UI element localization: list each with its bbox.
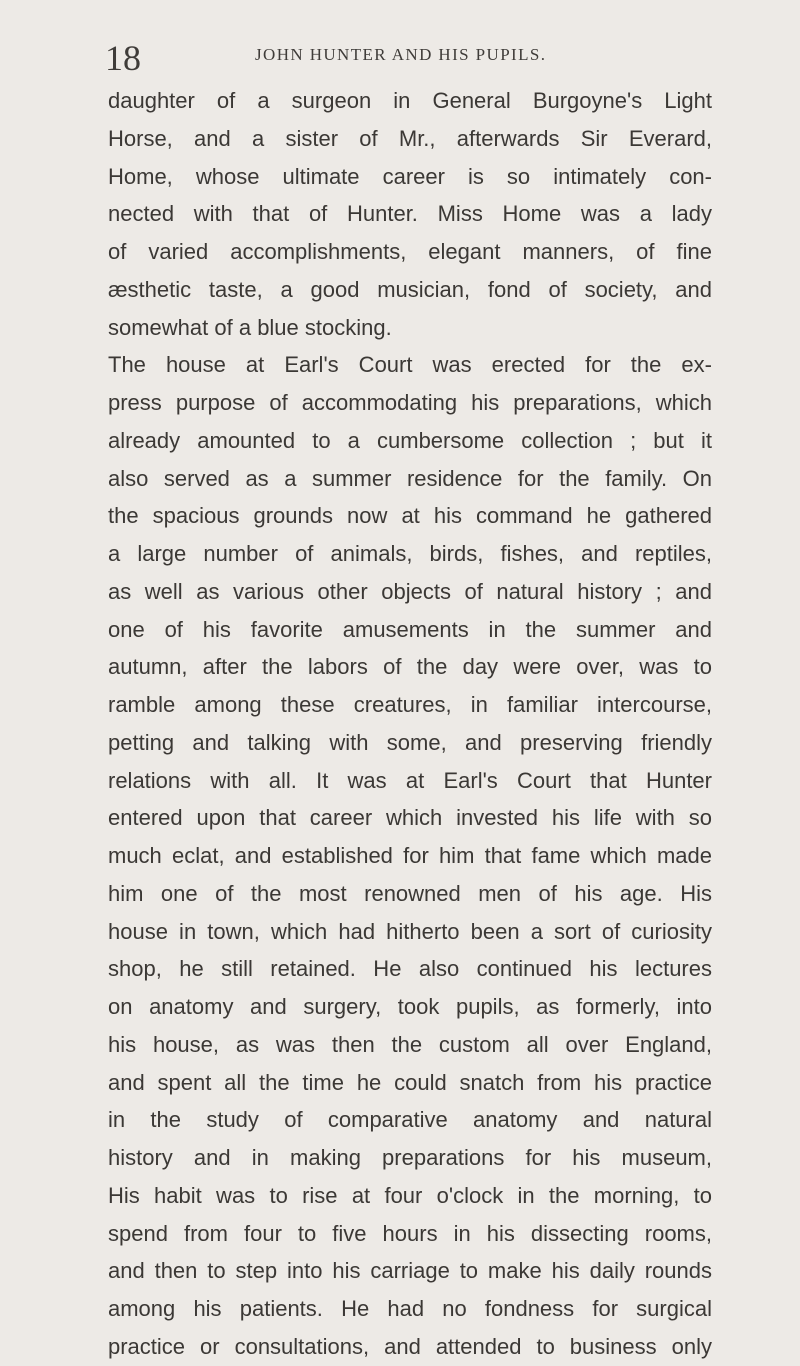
text-line: shop, he still retained. He also continued his lectures xyxy=(108,956,712,982)
running-head: JOHN HUNTER AND HIS PUPILS. xyxy=(255,45,547,64)
text-line: the spacious grounds now at his command he gathered xyxy=(108,503,712,529)
text-line: nected with that of Hunter. Miss Home was a lady xyxy=(108,201,712,227)
text-line: house in town, which had hitherto been a sort of curiosity xyxy=(108,918,712,944)
text-line: relations with all. It was at Earl's Court that Hunter xyxy=(108,767,712,793)
text-line: already amounted to a cumbersome collection ; but it xyxy=(108,427,712,453)
text-line: as well as various other objects of natural history ; and xyxy=(108,578,712,604)
text-line: a large number of animals, birds, fishes, and reptiles, xyxy=(108,541,712,566)
text-line: and spent all the time he could snatch from his practice xyxy=(108,1069,712,1095)
text-line: history and in making preparations for his museum, xyxy=(108,1145,712,1170)
text-line: somewhat of a blue stocking. xyxy=(108,314,392,340)
text-line: petting and talking with some, and preserving friendly xyxy=(108,729,712,755)
text-line: among his patients. He had no fondness for surgical xyxy=(108,1296,712,1321)
text-line: æsthetic taste, a good musician, fond of society, and xyxy=(108,276,712,302)
text-line: autumn, after the labors of the day were over, was to xyxy=(108,654,712,680)
text-line: entered upon that career which invested his life with so xyxy=(108,805,712,831)
text-line: also served as a summer residence for the family. On xyxy=(108,465,712,491)
text-line: spend from four to five hours in his dissecting rooms, xyxy=(108,1220,712,1246)
text-line: of varied accomplishments, elegant manners, of fine xyxy=(108,239,712,264)
text-line: practice or consultations, and attended to business only xyxy=(108,1333,712,1359)
text-line: ramble among these creatures, in familiar intercourse, xyxy=(108,692,712,717)
text-line: and then to step into his carriage to make his daily rounds xyxy=(108,1258,712,1284)
text-line: his house, as was then the custom all over England, xyxy=(108,1031,712,1057)
text-line: press purpose of accommodating his preparations, which xyxy=(108,390,712,415)
text-line: His habit was to rise at four o'clock in the morning, to xyxy=(108,1182,712,1208)
text-line: The house at Earl's Court was erected for the ex- xyxy=(108,352,712,378)
text-line: him one of the most renowned men of his age. His xyxy=(108,880,712,906)
body-text xyxy=(108,82,712,1366)
text-line: Horse, and a sister of Mr., afterwards Sir Everard, xyxy=(108,125,712,151)
text-line: daughter of a surgeon in General Burgoyne's Light xyxy=(108,88,712,113)
text-line: Home, whose ultimate career is so intimately con- xyxy=(108,163,712,189)
text-line: on anatomy and surgery, took pupils, as formerly, into xyxy=(108,994,712,1019)
text-line: much eclat, and established for him that fame which made xyxy=(108,843,712,868)
page-number: 18 xyxy=(105,38,141,78)
text-line: in the study of comparative anatomy and natural xyxy=(108,1107,712,1133)
text-line: one of his favorite amusements in the summer and xyxy=(108,616,712,642)
